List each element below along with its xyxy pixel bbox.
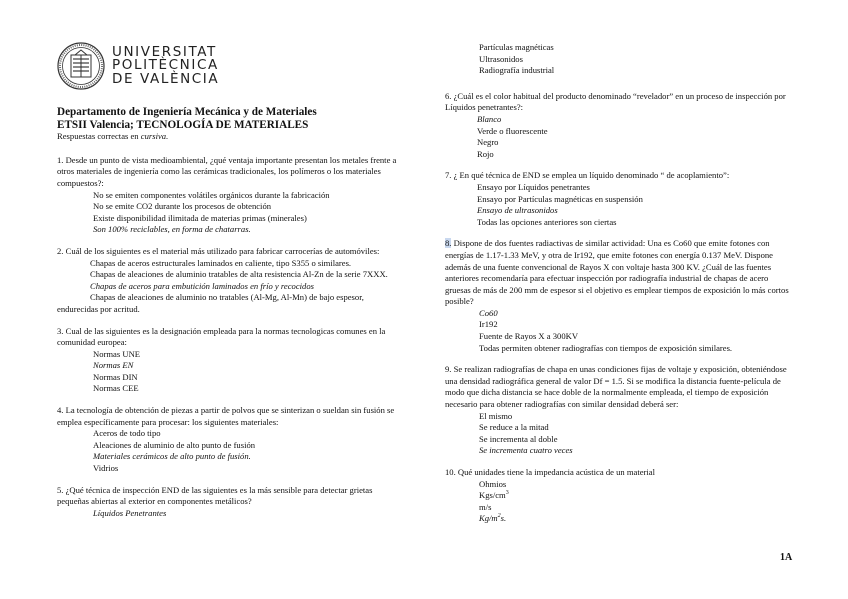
answer-option: Aceros de todo tipo [93, 428, 161, 439]
question-8 [445, 238, 790, 354]
question-stem: 5. ¿Qué técnica de inspección END de las siguientes es la más sensible para detectar grietas pequeñas abiertas al exterior en componentes metálicos? [57, 484, 373, 507]
answer-option: El mismo [479, 410, 513, 421]
question-4 [57, 405, 397, 475]
university-name-line-2: POLITÈCNICA [112, 57, 219, 74]
answer-option: Ohmios [479, 478, 507, 489]
correct-answer-option: Se incrementa cuatro veces [479, 445, 573, 456]
answer-key-note-italic: cursiva. [140, 131, 169, 142]
answer-option: Ensayo por Líquidos penetrantes [477, 181, 590, 192]
answer-key-note-text: Respuestas correctas en [57, 131, 141, 142]
correct-answer-option: Chapas de aceros para embutición laminados en frío y recocidos [90, 280, 314, 291]
answer-option: Ensayo por Partículas magnéticas en suspensión [477, 193, 643, 204]
question-3 [57, 326, 397, 396]
correct-answer-option: Co60 [479, 307, 498, 318]
answer-option: Normas CEE [93, 383, 139, 394]
question-5-continued [445, 42, 790, 77]
question-5 [57, 485, 397, 520]
answer-option: Ultrasonidos [479, 53, 523, 64]
question-number-highlight: 8. [445, 238, 452, 249]
question-stem: 9. Se realizan radiografías de chapa en unas condiciones fijas de voltaje y exposición, obteniéndose una densidad radiográfica general de valor Df = 1.5. Si se modifica la distancia fuente-película de modo que dicha distancia se hace doble de la normalmente empleada, el tiempo de exposición necesario para obtener radiografías con similar densidad deberá ser: [445, 364, 787, 410]
correct-answer-option [445, 513, 790, 525]
answer-option: Verde o fluorescente [477, 125, 548, 136]
answer-option: Normas DIN [93, 371, 138, 382]
answer-option: Aleaciones de aluminio de alto punto de fusión [93, 439, 256, 450]
question-stem: 2. Cuál de los siguientes es el material más utilizado para fabricar carrocerías de automóviles: [57, 245, 380, 256]
left-column [57, 40, 397, 529]
question-10 [445, 467, 790, 525]
correct-answer-option: Ensayo de ultrasonidos [477, 205, 558, 216]
university-name-line-1: UNIVERSITAT [112, 43, 217, 60]
answer-option: Normas UNE [93, 348, 141, 359]
university-name-line-3: DE VALÈNCIA [112, 70, 220, 87]
question-7 [445, 170, 790, 228]
department-title: Departamento de Ingeniería Mecánica y de Materiales [57, 106, 317, 118]
question-stem: 1. Desde un punto de vista medioambiental, ¿qué ventaja importante presentan los metales frente a otros materiales de ingeniería como las cerámicas tradicionales, los polímeros o los materiales compuestos?: [57, 154, 397, 188]
answer-option-text: Kgs/cm [479, 490, 506, 501]
answer-option: Existe disponibilidad ilimitada de materias primas (minerales) [93, 212, 307, 223]
answer-option: No se emiten componentes volátiles orgánicos durante la fabricación [93, 189, 330, 200]
correct-answer-option: Normas EN [93, 360, 134, 371]
answer-option: Chapas de aceros estructurales laminados en caliente, tipo S355 o similares. [90, 257, 352, 268]
answer-option-tail: s. [500, 513, 507, 524]
answer-option: Partículas magnéticas [479, 42, 554, 52]
answer-option: Negro [477, 137, 499, 148]
university-logo [57, 40, 397, 92]
answer-option: Todas permiten obtener radiografías con tiempos de exposición similares. [479, 342, 733, 353]
correct-answer-option: Son 100% reciclables, en forma de chatarras. [93, 224, 251, 235]
question-stem-text: Dispone de dos fuentes radiactivas de similar actividad: Una es Co60 que emite fotones con energías de 1.17-1.33 MeV, y otra de Ir192, que emite fotones con energía 0.137 MeV. Dispone además de una fuente convencional de Rayos X con voltaje hasta 300 KV. ¿Cuál de las fuentes anteriores recomendaría para efectuar inspección por radiografía industrial de chapas de acero gruesas de más de 200 mm de espesor si el objetivo es emplear tiempos de exposición lo más cortos posible? [445, 238, 789, 307]
answer-option-text: Chapas de aleaciones de aluminio no tratables (Al-Mg, Al-Mn) de bajo espesor, endurecidas por acritud. [57, 292, 364, 314]
superscript: 3 [505, 490, 509, 497]
question-9 [445, 364, 790, 457]
question-stem [445, 238, 790, 308]
question-stem: 10. Qué unidades tiene la impedancia acústica de un material [445, 467, 655, 477]
answer-option [57, 269, 397, 281]
right-column [445, 42, 790, 535]
answer-option: Todas las opciones anteriores son ciertas [477, 216, 617, 227]
correct-answer-option: Blanco [477, 113, 502, 124]
correct-answer-option: Materiales cerámicos de alto punto de fusión. [93, 451, 251, 462]
answer-key-note [57, 131, 397, 143]
question-6 [445, 91, 790, 161]
school-subject-title: ETSII Valencia; TECNOLOGÍA DE MATERIALES [57, 118, 309, 131]
question-1 [57, 155, 397, 236]
answer-option [445, 490, 790, 502]
question-stem: 3. Cual de las siguientes es la designación empleada para la normas tecnologicas comunes en la comunidad europea: [57, 325, 386, 348]
answer-option: Radiografía industrial [479, 65, 555, 76]
answer-option: Rojo [477, 148, 494, 159]
question-stem: 6. ¿Cuál es el color habitual del producto denominado “revelador” en un proceso de inspección por Líquidos penetrantes?: [445, 90, 786, 113]
answer-option: Fuente de Rayos X a 300KV [479, 331, 579, 342]
answer-option: Ir192 [479, 319, 498, 330]
question-2 [57, 246, 397, 316]
answer-option: No se emite CO2 durante los procesos de obtención [93, 201, 272, 212]
question-stem: 7. ¿ En qué técnica de END se emplea un líquido denominado “ de acoplamiento”: [445, 170, 730, 181]
correct-answer-option: Líquidos Penetrantes [93, 507, 167, 518]
answer-option-text: Kg/m [479, 513, 498, 524]
university-name [112, 43, 220, 87]
answer-option: Se incrementa al doble [479, 433, 558, 444]
answer-option [57, 292, 397, 315]
answer-option: Se reduce a la mitad [479, 422, 549, 433]
superscript: 2 [497, 513, 501, 520]
university-seal-icon [57, 42, 105, 90]
answer-option: m/s [479, 501, 492, 512]
answer-option: Vidrios [93, 463, 119, 474]
page-number: 1A [780, 552, 793, 563]
question-stem: 4. La tecnología de obtención de piezas a partir de polvos que se sinterizan o sueldan sin fusión se emplea específicamente para procesar: los siguientes materiales: [57, 405, 395, 427]
answer-option-text: Chapas de aleaciones de aluminio tratables de alta resistencia Al-Zn de la serie 7XXX. [90, 269, 388, 280]
